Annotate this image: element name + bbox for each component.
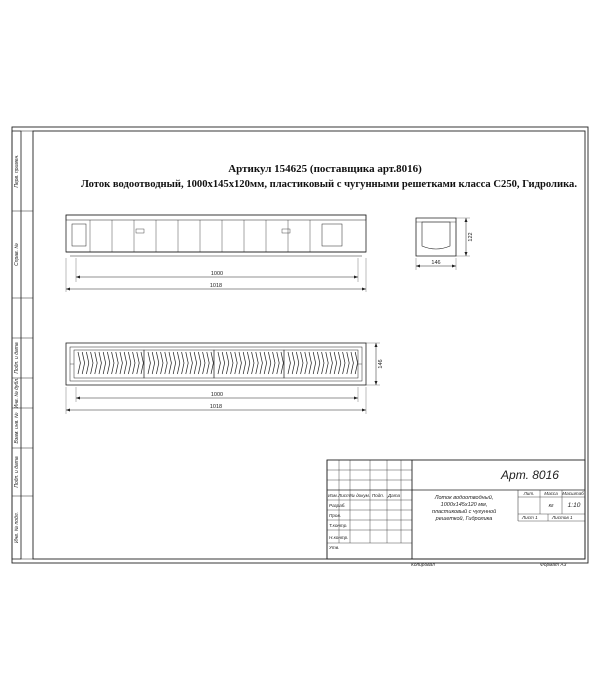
title-block-description: пластиковый с чугунной	[431, 509, 497, 515]
top-view-body	[66, 343, 366, 385]
grate-slot	[203, 352, 205, 374]
grate-slot	[141, 352, 143, 374]
grate-slot	[218, 352, 220, 374]
grate-slot	[305, 352, 307, 374]
title-block-row-label: Пров.	[329, 513, 342, 518]
grate-slot	[148, 352, 150, 374]
top-inner-dimension-arrow-right	[354, 397, 358, 400]
title-block-lit-label: Лит.	[523, 491, 535, 496]
grate-slot	[211, 352, 213, 374]
side-strip-label: Инв. № подл.	[14, 511, 20, 544]
grate-slot	[128, 352, 130, 374]
grate-slot	[222, 352, 224, 374]
grate-slot	[91, 352, 93, 374]
side-view-clip	[282, 229, 290, 233]
drawing-title-article: Артикул 154625 (поставщика арт.8016)	[228, 163, 422, 175]
top-width-arrow-bottom	[375, 381, 378, 385]
grate-slot	[161, 352, 163, 374]
grate-slot	[317, 352, 319, 374]
grate-slot	[338, 352, 340, 374]
grate-slot	[296, 352, 298, 374]
top-total-dimension-arrow-left	[66, 409, 70, 412]
grate-slot	[351, 352, 353, 374]
title-block-col-header: № докум.	[349, 493, 371, 498]
side-strip-label: Взам. инв. №	[14, 412, 20, 444]
side-view-rim	[66, 215, 366, 220]
grate-slot	[107, 352, 109, 374]
side-strip-label: Перв. примен.	[14, 154, 20, 188]
title-block-row-label: Утв.	[329, 545, 340, 550]
grate-slot	[243, 352, 245, 374]
grate-slot	[301, 352, 303, 374]
top-width-arrow-top	[375, 343, 378, 347]
grate-slot	[186, 352, 188, 374]
title-block-col-header: Дата	[387, 493, 401, 498]
top-width-label: 146	[378, 359, 384, 369]
side-view-clip	[136, 229, 144, 233]
grate-slot	[313, 352, 315, 374]
grate-slot	[252, 352, 254, 374]
title-block-scale-value: 1:10	[567, 502, 581, 509]
grate-slot	[194, 352, 196, 374]
grate-slot	[173, 352, 175, 374]
grate-slot	[112, 352, 114, 374]
grate-slot	[99, 352, 101, 374]
side-inner-dimension-label: 1000	[210, 271, 224, 277]
top-inner-dimension-label: 1000	[210, 392, 224, 398]
grate-slot	[260, 352, 262, 374]
top-view	[66, 343, 366, 385]
title-block-col-header: Лист	[338, 493, 350, 498]
section-width-dimension-arrow-left	[416, 265, 420, 268]
section-width-dimension-arrow-right	[452, 265, 456, 268]
side-strip-label: Справ. №	[14, 243, 20, 266]
side-view	[66, 215, 366, 256]
grate-slot	[124, 352, 126, 374]
side-strip-label: Подп. и дата	[14, 342, 20, 374]
title-block-mass-value: кг	[548, 503, 554, 509]
grate-slot	[347, 352, 349, 374]
grate-slot	[165, 352, 167, 374]
title-block	[327, 460, 585, 559]
grate-slot	[355, 352, 357, 374]
title-block-sheet: Лист 1	[522, 515, 538, 520]
title-block-sheets: Листов 1	[552, 515, 573, 520]
title-block-mass-label: Масса	[544, 491, 558, 496]
grate-slot	[120, 352, 122, 374]
grate-slot	[156, 352, 158, 374]
section-width-dimension-label: 146	[431, 260, 441, 266]
grate-slot	[78, 352, 80, 374]
section-height-arrow-bottom	[465, 252, 468, 256]
grate-slot	[239, 352, 241, 374]
grate-slot	[226, 352, 228, 374]
grate-slot	[177, 352, 179, 374]
grate-slot	[247, 352, 249, 374]
side-view-end-cap-right	[322, 224, 342, 246]
grate-slot	[326, 352, 328, 374]
grate-slot	[334, 352, 336, 374]
side-inner-dimension-arrow-right	[354, 276, 358, 279]
top-total-dimension-arrow-right	[362, 409, 366, 412]
grate-slot	[235, 352, 237, 374]
title-block-article: Арт. 8016	[501, 468, 559, 482]
grate-slot	[103, 352, 105, 374]
title-block-description: 1000х145х120 мм,	[440, 502, 488, 508]
side-total-dimension-label: 1018	[209, 283, 223, 289]
title-block-col-header: Подп.	[371, 493, 385, 498]
side-view-end-cap-left	[72, 224, 86, 246]
grate-slot	[82, 352, 84, 374]
grate-slot	[182, 352, 184, 374]
grate-slot	[309, 352, 311, 374]
grate-slot	[264, 352, 266, 374]
grate-slot	[273, 352, 275, 374]
title-block-scale-label: Масштаб	[562, 491, 584, 496]
grate-slot	[231, 352, 233, 374]
title-block-row-label: Т.контр.	[329, 523, 348, 528]
grate-slot	[86, 352, 88, 374]
grate-slot	[95, 352, 97, 374]
grate-slot	[268, 352, 270, 374]
cross-section-view	[416, 218, 456, 256]
grate-slot	[288, 352, 290, 374]
grate-slot	[152, 352, 154, 374]
section-height-arrow-top	[465, 218, 468, 222]
side-strip-label: Инв. № дубл.	[14, 377, 20, 409]
side-strip-label: Подп. и дата	[14, 456, 20, 488]
side-inner-dimension-arrow-left	[76, 276, 80, 279]
title-block-row-label: Н.контр.	[329, 535, 349, 540]
grate-slot	[198, 352, 200, 374]
grate-slot	[292, 352, 294, 374]
title-block-format: Формат А3	[540, 563, 567, 568]
grate-slot	[343, 352, 345, 374]
top-total-dimension-label: 1018	[209, 404, 223, 410]
grate-slot	[137, 352, 139, 374]
cross-section-channel	[422, 222, 450, 249]
grate-slot	[281, 352, 283, 374]
grate-slot	[256, 352, 258, 374]
grate-slot	[207, 352, 209, 374]
title-block-copied: Копировал	[411, 563, 435, 568]
grate-slot	[133, 352, 135, 374]
side-view-body	[66, 215, 366, 252]
grate-slot	[277, 352, 279, 374]
grate-slot	[169, 352, 171, 374]
section-height-label: 122	[468, 232, 474, 242]
grate-slot	[116, 352, 118, 374]
title-block-description: решеткой, Гидролика	[435, 516, 493, 522]
side-total-dimension-arrow-left	[66, 288, 70, 291]
top-inner-dimension-arrow-left	[76, 397, 80, 400]
grate-slot	[322, 352, 324, 374]
drawing-border	[33, 131, 585, 559]
grate-slot	[330, 352, 332, 374]
title-block-col-header: Изм.	[328, 493, 338, 498]
grate-slot	[190, 352, 192, 374]
title-block-row-label: Разраб.	[329, 503, 346, 508]
drawing-title-description: Лоток водоотводный, 1000х145х120мм, пластиковый с чугунными решетками класса С250, Гидролика.	[81, 179, 577, 190]
title-block-description: Лоток водоотводный,	[434, 495, 494, 501]
sheet-frame	[12, 127, 588, 563]
side-total-dimension-arrow-right	[362, 288, 366, 291]
